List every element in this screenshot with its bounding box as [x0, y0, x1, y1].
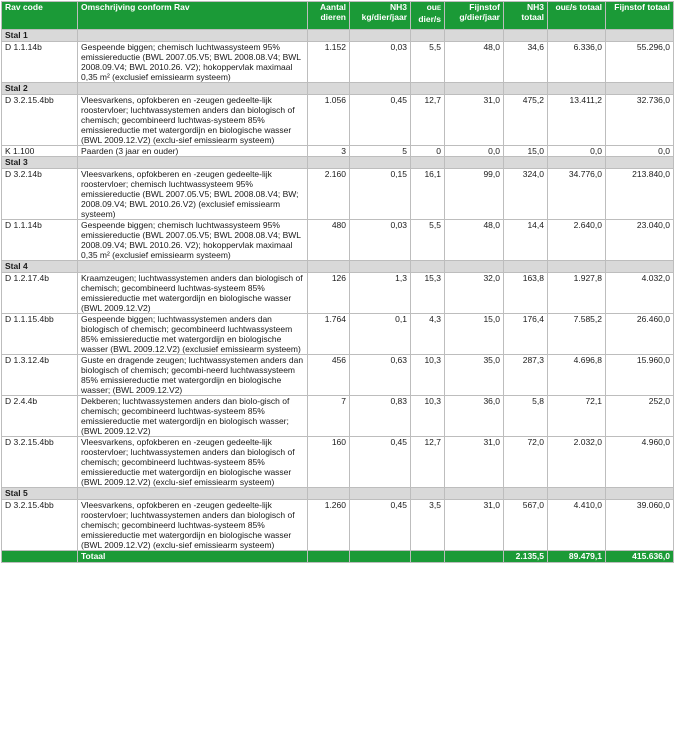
nh3-cell: 0,03	[350, 220, 411, 261]
nh3-cell: 0,03	[350, 42, 411, 83]
table-row	[2, 355, 674, 396]
fijnstof-totaal-cell: 4.032,0	[606, 273, 674, 314]
fijnstof-totaal-cell: 26.460,0	[606, 314, 674, 355]
stal-empty-cell	[78, 157, 308, 169]
stal-empty-cell	[548, 157, 606, 169]
fijnstof-totaal-cell: 23.040,0	[606, 220, 674, 261]
stal-empty-cell	[606, 157, 674, 169]
fijnstof-cell: 32,0	[445, 273, 504, 314]
col-fijnstof: Fijnstof g/dier/jaar	[445, 2, 504, 30]
stal-header-row	[2, 488, 674, 500]
stal-empty-cell	[78, 30, 308, 42]
oue-cell: 3,5	[411, 500, 445, 551]
stal-empty-cell	[411, 157, 445, 169]
stal-empty-cell	[504, 30, 548, 42]
stal-empty-cell	[548, 488, 606, 500]
aantal-cell: 160	[308, 437, 350, 488]
stal-empty-cell	[78, 261, 308, 273]
table-row	[2, 273, 674, 314]
rav-code-cell: D 3.2.15.4bb	[2, 500, 78, 551]
stal-empty-cell	[308, 488, 350, 500]
fijnstof-totaal-cell: 55.296,0	[606, 42, 674, 83]
stal-empty-cell	[606, 30, 674, 42]
oue-cell: 5,5	[411, 220, 445, 261]
col-aantal: Aantal dieren	[308, 2, 350, 30]
oue-totaal-cell: 4.696,8	[548, 355, 606, 396]
stal-empty-cell	[606, 488, 674, 500]
rav-code-cell: D 2.4.4b	[2, 396, 78, 437]
stal-empty-cell	[548, 30, 606, 42]
oue-cell: 5,5	[411, 42, 445, 83]
nh3-cell: 0,1	[350, 314, 411, 355]
stal-empty-cell	[606, 83, 674, 95]
aantal-cell: 1.056	[308, 95, 350, 146]
aantal-cell: 3	[308, 146, 350, 157]
oue-cell: 10,3	[411, 355, 445, 396]
stal-label: Stal 5	[2, 488, 78, 500]
aantal-cell: 1.260	[308, 500, 350, 551]
stal-empty-cell	[445, 488, 504, 500]
fijnstof-cell: 36,0	[445, 396, 504, 437]
rav-code-cell: D 3.2.15.4bb	[2, 95, 78, 146]
stal-header-row	[2, 261, 674, 273]
stal-empty-cell	[504, 83, 548, 95]
nh3-totaal-cell: 324,0	[504, 169, 548, 220]
oue-tot-sub: E	[565, 6, 570, 12]
nh3-totaal-cell: 14,4	[504, 220, 548, 261]
oue-totaal-cell: 13.411,2	[548, 95, 606, 146]
stal-empty-cell	[504, 157, 548, 169]
description-cell: Paarden (3 jaar en ouder)	[78, 146, 308, 157]
nh3-cell: 0,45	[350, 95, 411, 146]
table-body	[2, 30, 674, 551]
description-cell: Kraamzeugen; luchtwassystemen anders dan biologisch of chemisch; gecombineerd luchtwas-systeem 85% emissiereductie met watergordijn en biologische wasser (BWL 2009.12.V2)	[78, 273, 308, 314]
fijnstof-totaal-cell: 39.060,0	[606, 500, 674, 551]
stal-empty-cell	[308, 157, 350, 169]
stal-empty-cell	[350, 30, 411, 42]
rav-code-cell: D 1.2.17.4b	[2, 273, 78, 314]
stal-label: Stal 1	[2, 30, 78, 42]
rav-code-cell: D 3.2.15.4bb	[2, 437, 78, 488]
nh3-cell: 0,83	[350, 396, 411, 437]
fijnstof-cell: 35,0	[445, 355, 504, 396]
stal-empty-cell	[445, 157, 504, 169]
aantal-cell: 1.764	[308, 314, 350, 355]
nh3-totaal-cell: 176,4	[504, 314, 548, 355]
nh3-totaal-cell: 34,6	[504, 42, 548, 83]
stal-empty-cell	[445, 30, 504, 42]
oue-totaal-cell: 4.410,0	[548, 500, 606, 551]
stal-header-row	[2, 83, 674, 95]
nh3-totaal-cell: 5,8	[504, 396, 548, 437]
stal-label: Stal 2	[2, 83, 78, 95]
oue-main: ou	[426, 2, 437, 12]
oue-tot-suffix: /s totaal	[569, 2, 602, 12]
oue-totaal-cell: 0,0	[548, 146, 606, 157]
stal-header-row	[2, 157, 674, 169]
oue-totaal-cell: 7.585,2	[548, 314, 606, 355]
total-fijnstof: 415.636,0	[606, 551, 674, 563]
table-row	[2, 396, 674, 437]
description-cell: Gespeende biggen; luchtwassystemen anders dan biologisch of chemisch; gecombineerd luchtwassysteem 85% emissiereductie met watergordijn en biologische wasser (BWL 2009.12.V2) (exclusief emissiearm systeem)	[78, 314, 308, 355]
stal-empty-cell	[350, 157, 411, 169]
fijnstof-cell: 99,0	[445, 169, 504, 220]
fijnstof-totaal-cell: 4.960,0	[606, 437, 674, 488]
oue-cell: 0	[411, 146, 445, 157]
total-nh3: 2.135,5	[504, 551, 548, 563]
nh3-totaal-cell: 15,0	[504, 146, 548, 157]
description-cell: Gespeende biggen; chemisch luchtwassysteem 95% emissiereductie (BWL 2007.05.V5; BWL 2008.08.V4; BWL 2008.09.V4; BWL 2010.26. V2); hokoppervlak maximaal 0,35 m² (exclusief emissiearm systeem)	[78, 42, 308, 83]
nh3-cell: 1,3	[350, 273, 411, 314]
fijnstof-totaal-cell: 0,0	[606, 146, 674, 157]
stal-empty-cell	[504, 261, 548, 273]
oue-cell: 12,7	[411, 95, 445, 146]
aantal-cell: 1.152	[308, 42, 350, 83]
description-cell: Dekberen; luchtwassystemen anders dan biolo-gisch of chemisch; gecombineerd luchtwas-systeem 85% emissiereductie met watergordijn en biologisch wasser; (BWL 2009.12.V2)	[78, 396, 308, 437]
stal-empty-cell	[606, 261, 674, 273]
fijnstof-totaal-cell: 15.960,0	[606, 355, 674, 396]
col-rav-code: Rav code	[2, 2, 78, 30]
fijnstof-cell: 15,0	[445, 314, 504, 355]
col-oue-totaal	[548, 2, 606, 30]
nh3-totaal-cell: 567,0	[504, 500, 548, 551]
rav-code-cell: D 1.1.14b	[2, 220, 78, 261]
stal-empty-cell	[308, 30, 350, 42]
fijnstof-cell: 48,0	[445, 42, 504, 83]
oue-cell: 4,3	[411, 314, 445, 355]
fijnstof-cell: 31,0	[445, 437, 504, 488]
description-cell: Vleesvarkens, opfokberen en -zeugen gedeelte-lijk roostervloer; luchtwassystemen anders dan biologisch of chemisch; gecombineerd luchtwas-systeem 85% emissiereductie met watergordijn en biologische wasser (BWL 2009.12.V2) (exclu-sief emissiearm systeem)	[78, 95, 308, 146]
nh3-totaal-cell: 163,8	[504, 273, 548, 314]
stal-empty-cell	[411, 261, 445, 273]
oue-totaal-cell: 34.776,0	[548, 169, 606, 220]
stal-label: Stal 4	[2, 261, 78, 273]
emission-table	[1, 1, 674, 563]
nh3-cell: 0,45	[350, 437, 411, 488]
fijnstof-totaal-cell: 32.736,0	[606, 95, 674, 146]
table-row	[2, 146, 674, 157]
nh3-totaal-cell: 72,0	[504, 437, 548, 488]
oue-cell: 12,7	[411, 437, 445, 488]
description-cell: Gespeende biggen; chemisch luchtwassysteem 95% emissiereductie (BWL 2007.05.V5; BWL 2008.08.V4; BWL 2008.09.V4; BWL 2010.26. V2); hokoppervlak maximaal 0,35 m² (exclusief emissiearm systeem)	[78, 220, 308, 261]
oue-cell: 15,3	[411, 273, 445, 314]
oue-suffix: dier/s	[418, 14, 441, 24]
oue-totaal-cell: 1.927,8	[548, 273, 606, 314]
aantal-cell: 126	[308, 273, 350, 314]
fijnstof-cell: 0,0	[445, 146, 504, 157]
stal-empty-cell	[350, 83, 411, 95]
oue-totaal-cell: 2.640,0	[548, 220, 606, 261]
stal-empty-cell	[445, 83, 504, 95]
rav-code-cell: K 1.100	[2, 146, 78, 157]
oue-totaal-cell: 6.336,0	[548, 42, 606, 83]
fijnstof-cell: 31,0	[445, 95, 504, 146]
table-row	[2, 95, 674, 146]
description-cell: Vleesvarkens, opfokberen en -zeugen gedeelte-lijk roostervloer; chemisch luchtwassysteem 95% emissiereductie (BWL 2007.05.V5; BWL 2008.08.V4; BW; 2008.09.V4; BWL 2010.26.V2) (exclusief emissiearm systeem)	[78, 169, 308, 220]
total-code-cell	[2, 551, 78, 563]
rav-code-cell: D 1.3.12.4b	[2, 355, 78, 396]
stal-empty-cell	[78, 488, 308, 500]
header-row	[2, 2, 674, 30]
stal-empty-cell	[411, 30, 445, 42]
rav-code-cell: D 3.2.14b	[2, 169, 78, 220]
nh3-totaal-cell: 287,3	[504, 355, 548, 396]
stal-empty-cell	[350, 261, 411, 273]
description-cell: Vleesvarkens, opfokberen en -zeugen gedeelte-lijk roostervloer; luchtwassystemen anders dan biologisch of chemisch; gecombineerd luchtwas-systeem 85% emissiereductie met watergordijn en biologische wasser (BWL 2009.12.V2) (exclu-sief emissiearm systeem)	[78, 437, 308, 488]
nh3-cell: 0,63	[350, 355, 411, 396]
aantal-cell: 7	[308, 396, 350, 437]
stal-empty-cell	[308, 261, 350, 273]
nh3-totaal-cell: 475,2	[504, 95, 548, 146]
col-oue-dier	[411, 2, 445, 30]
fijnstof-cell: 31,0	[445, 500, 504, 551]
aantal-cell: 456	[308, 355, 350, 396]
total-empty	[350, 551, 411, 563]
nh3-cell: 0,45	[350, 500, 411, 551]
col-fijnstof-totaal: Fijnstof totaal	[606, 2, 674, 30]
stal-empty-cell	[445, 261, 504, 273]
table-row	[2, 437, 674, 488]
fijnstof-totaal-cell: 252,0	[606, 396, 674, 437]
oue-cell: 10,3	[411, 396, 445, 437]
nh3-cell: 5	[350, 146, 411, 157]
aantal-cell: 480	[308, 220, 350, 261]
stal-empty-cell	[411, 488, 445, 500]
total-label: Totaal	[78, 551, 308, 563]
total-row	[2, 551, 674, 563]
stal-empty-cell	[350, 488, 411, 500]
col-nh3-totaal: NH3 totaal	[504, 2, 548, 30]
oue-totaal-cell: 72,1	[548, 396, 606, 437]
stal-label: Stal 3	[2, 157, 78, 169]
rav-code-cell: D 1.1.15.4bb	[2, 314, 78, 355]
description-cell: Vleesvarkens, opfokberen en -zeugen gedeelte-lijk roostervloer; luchtwassystemen anders dan biologisch of chemisch; gecombineerd luchtwas-systeem 85% emissiereductie met watergordijn en biologische wasser (BWL 2009.12.V2) (exclu-sief emissiearm systeem)	[78, 500, 308, 551]
fijnstof-cell: 48,0	[445, 220, 504, 261]
stal-empty-cell	[504, 488, 548, 500]
total-oue: 89.479,1	[548, 551, 606, 563]
table-row	[2, 500, 674, 551]
stal-empty-cell	[548, 83, 606, 95]
total-empty	[445, 551, 504, 563]
col-omschrijving: Omschrijving conform Rav	[78, 2, 308, 30]
description-cell: Guste en dragende zeugen; luchtwassystemen anders dan biologisch of chemisch; gecombi-neerd luchtwassysteem 85% emissiereductie met watergordijn en biologische wasser; (BWL 2009.12.V2)	[78, 355, 308, 396]
stal-header-row	[2, 30, 674, 42]
fijnstof-totaal-cell: 213.840,0	[606, 169, 674, 220]
oue-tot-main: ou	[555, 2, 566, 12]
stal-empty-cell	[411, 83, 445, 95]
oue-sub: E	[436, 6, 441, 12]
oue-cell: 16,1	[411, 169, 445, 220]
stal-empty-cell	[548, 261, 606, 273]
nh3-cell: 0,15	[350, 169, 411, 220]
stal-empty-cell	[308, 83, 350, 95]
total-empty	[411, 551, 445, 563]
table-row	[2, 42, 674, 83]
oue-totaal-cell: 2.032,0	[548, 437, 606, 488]
stal-empty-cell	[78, 83, 308, 95]
table-row	[2, 220, 674, 261]
aantal-cell: 2.160	[308, 169, 350, 220]
col-nh3-kg: NH3 kg/dier/jaar	[350, 2, 411, 30]
table-row	[2, 314, 674, 355]
total-empty	[308, 551, 350, 563]
table-row	[2, 169, 674, 220]
rav-code-cell: D 1.1.14b	[2, 42, 78, 83]
